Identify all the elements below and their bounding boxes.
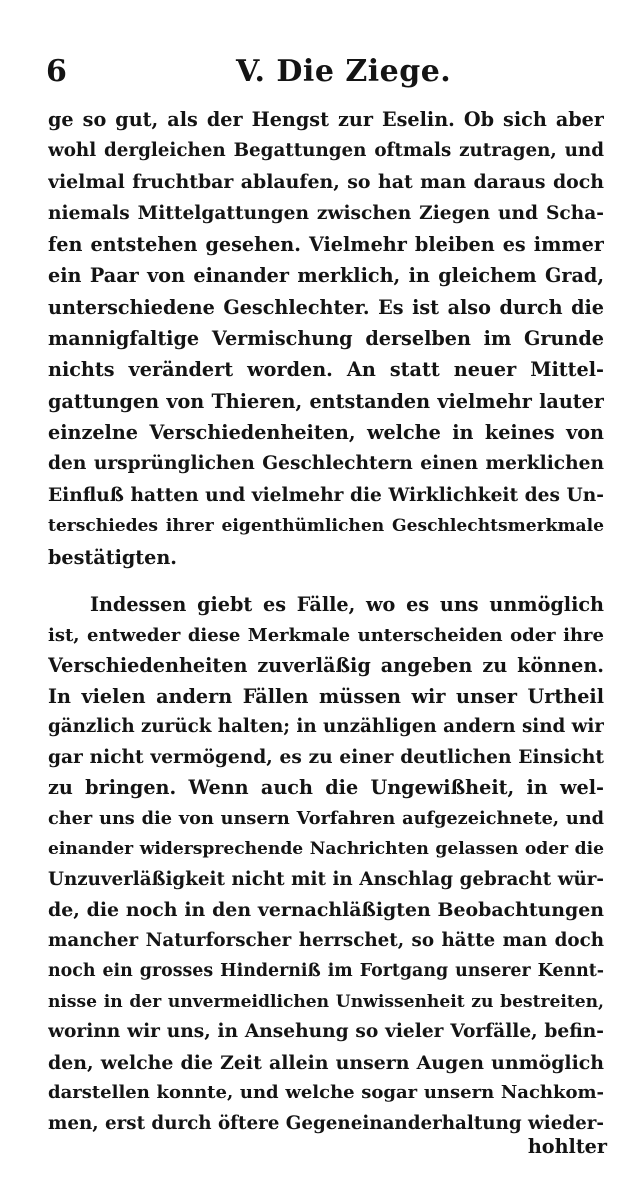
- text-line: Einfluß hatten und vielmehr die Wirklichkeit des Un-: [48, 484, 604, 506]
- text-line: einander widersprechende Nachrichten gelassen oder die: [48, 839, 604, 859]
- text-line: mannigfaltige Vermischung derselben im Grunde: [48, 327, 604, 351]
- text-line: niemals Mittelgattungen zwischen Ziegen und Scha-: [48, 202, 604, 224]
- text-line: cher uns die von unsern Vorfahren aufgezeichnete, und: [48, 807, 604, 829]
- paragraph-2: [48, 590, 604, 1139]
- text-line: fen entstehen gesehen. Vielmehr bleiben es immer: [48, 233, 604, 257]
- text-line: ge so gut, als der Hengst zur Eselin. Ob sich aber: [48, 108, 604, 131]
- text-line: gar nicht vermögend, es zu einer deutlichen Einsicht: [48, 746, 604, 768]
- text-line: unterschiedene Geschlechter. Es ist also durch die: [48, 295, 604, 319]
- text-line: Unzuverläßigkeit nicht mit in Anschlag gebracht wür-: [48, 868, 604, 890]
- text-line: wohl dergleichen Begattungen oftmals zutragen, und: [48, 140, 604, 162]
- text-line: einzelne Verschiedenheiten, welche in keines von: [48, 420, 604, 444]
- text-line: Verschiedenheiten zuverläßig angeben zu können.: [48, 654, 604, 677]
- text-line: den ursprünglichen Geschlechtern einen merklichen: [48, 453, 604, 475]
- text-line: ist, entweder diese Merkmale unterscheiden oder ihre: [48, 624, 604, 646]
- text-line: terschiedes ihrer eigenthümlichen Geschlechtsmerkmale: [48, 515, 604, 536]
- page-header: [46, 50, 606, 90]
- text-line: worinn wir uns, in Ansehung so vieler Vorfälle, befin-: [48, 1021, 604, 1042]
- text-line: darstellen konnte, und welche sogar unsern Nachkom-: [48, 1082, 604, 1103]
- text-line: zu bringen. Wenn auch die Ungewißheit, in wel-: [48, 776, 604, 799]
- paragraph-1: [48, 104, 604, 573]
- page-number: 6: [46, 54, 67, 89]
- text-line: bestätigten.: [48, 546, 177, 570]
- text-line: noch ein grosses Hinderniß im Fortgang unserer Kennt-: [48, 961, 604, 981]
- text-line: vielmal fruchtbar ablaufen, so hat man daraus doch: [48, 170, 604, 193]
- text-line: In vielen andern Fällen müssen wir unser Urtheil: [48, 684, 604, 708]
- text-line: gattungen von Thieren, entstanden vielmehr lauter: [48, 389, 604, 413]
- text-line: gänzlich zurück halten; in unzähligen andern sind wir: [48, 716, 604, 737]
- text-line: Indessen giebt es Fälle, wo es uns unmöglich: [90, 593, 604, 616]
- text-line: nisse in der unvermeidlichen Unwissenheit zu bestreiten,: [48, 991, 604, 1012]
- text-line: ein Paar von einander merklich, in gleichem Grad,: [48, 264, 604, 288]
- text-line: men, erst durch öftere Gegeneinanderhaltung wieder-: [48, 1112, 604, 1134]
- text-line: nichts verändert worden. An statt neuer Mittel-: [48, 358, 604, 382]
- text-line: mancher Naturforscher herrschet, so hätte man doch: [48, 929, 604, 951]
- text-line: den, welche die Zeit allein unsern Augen unmöglich: [48, 1051, 604, 1074]
- catchword: hohlter: [527, 1135, 607, 1158]
- text-line: de, die noch in den vernachläßigten Beobachtungen: [48, 899, 604, 921]
- running-head: V. Die Ziege.: [236, 54, 452, 89]
